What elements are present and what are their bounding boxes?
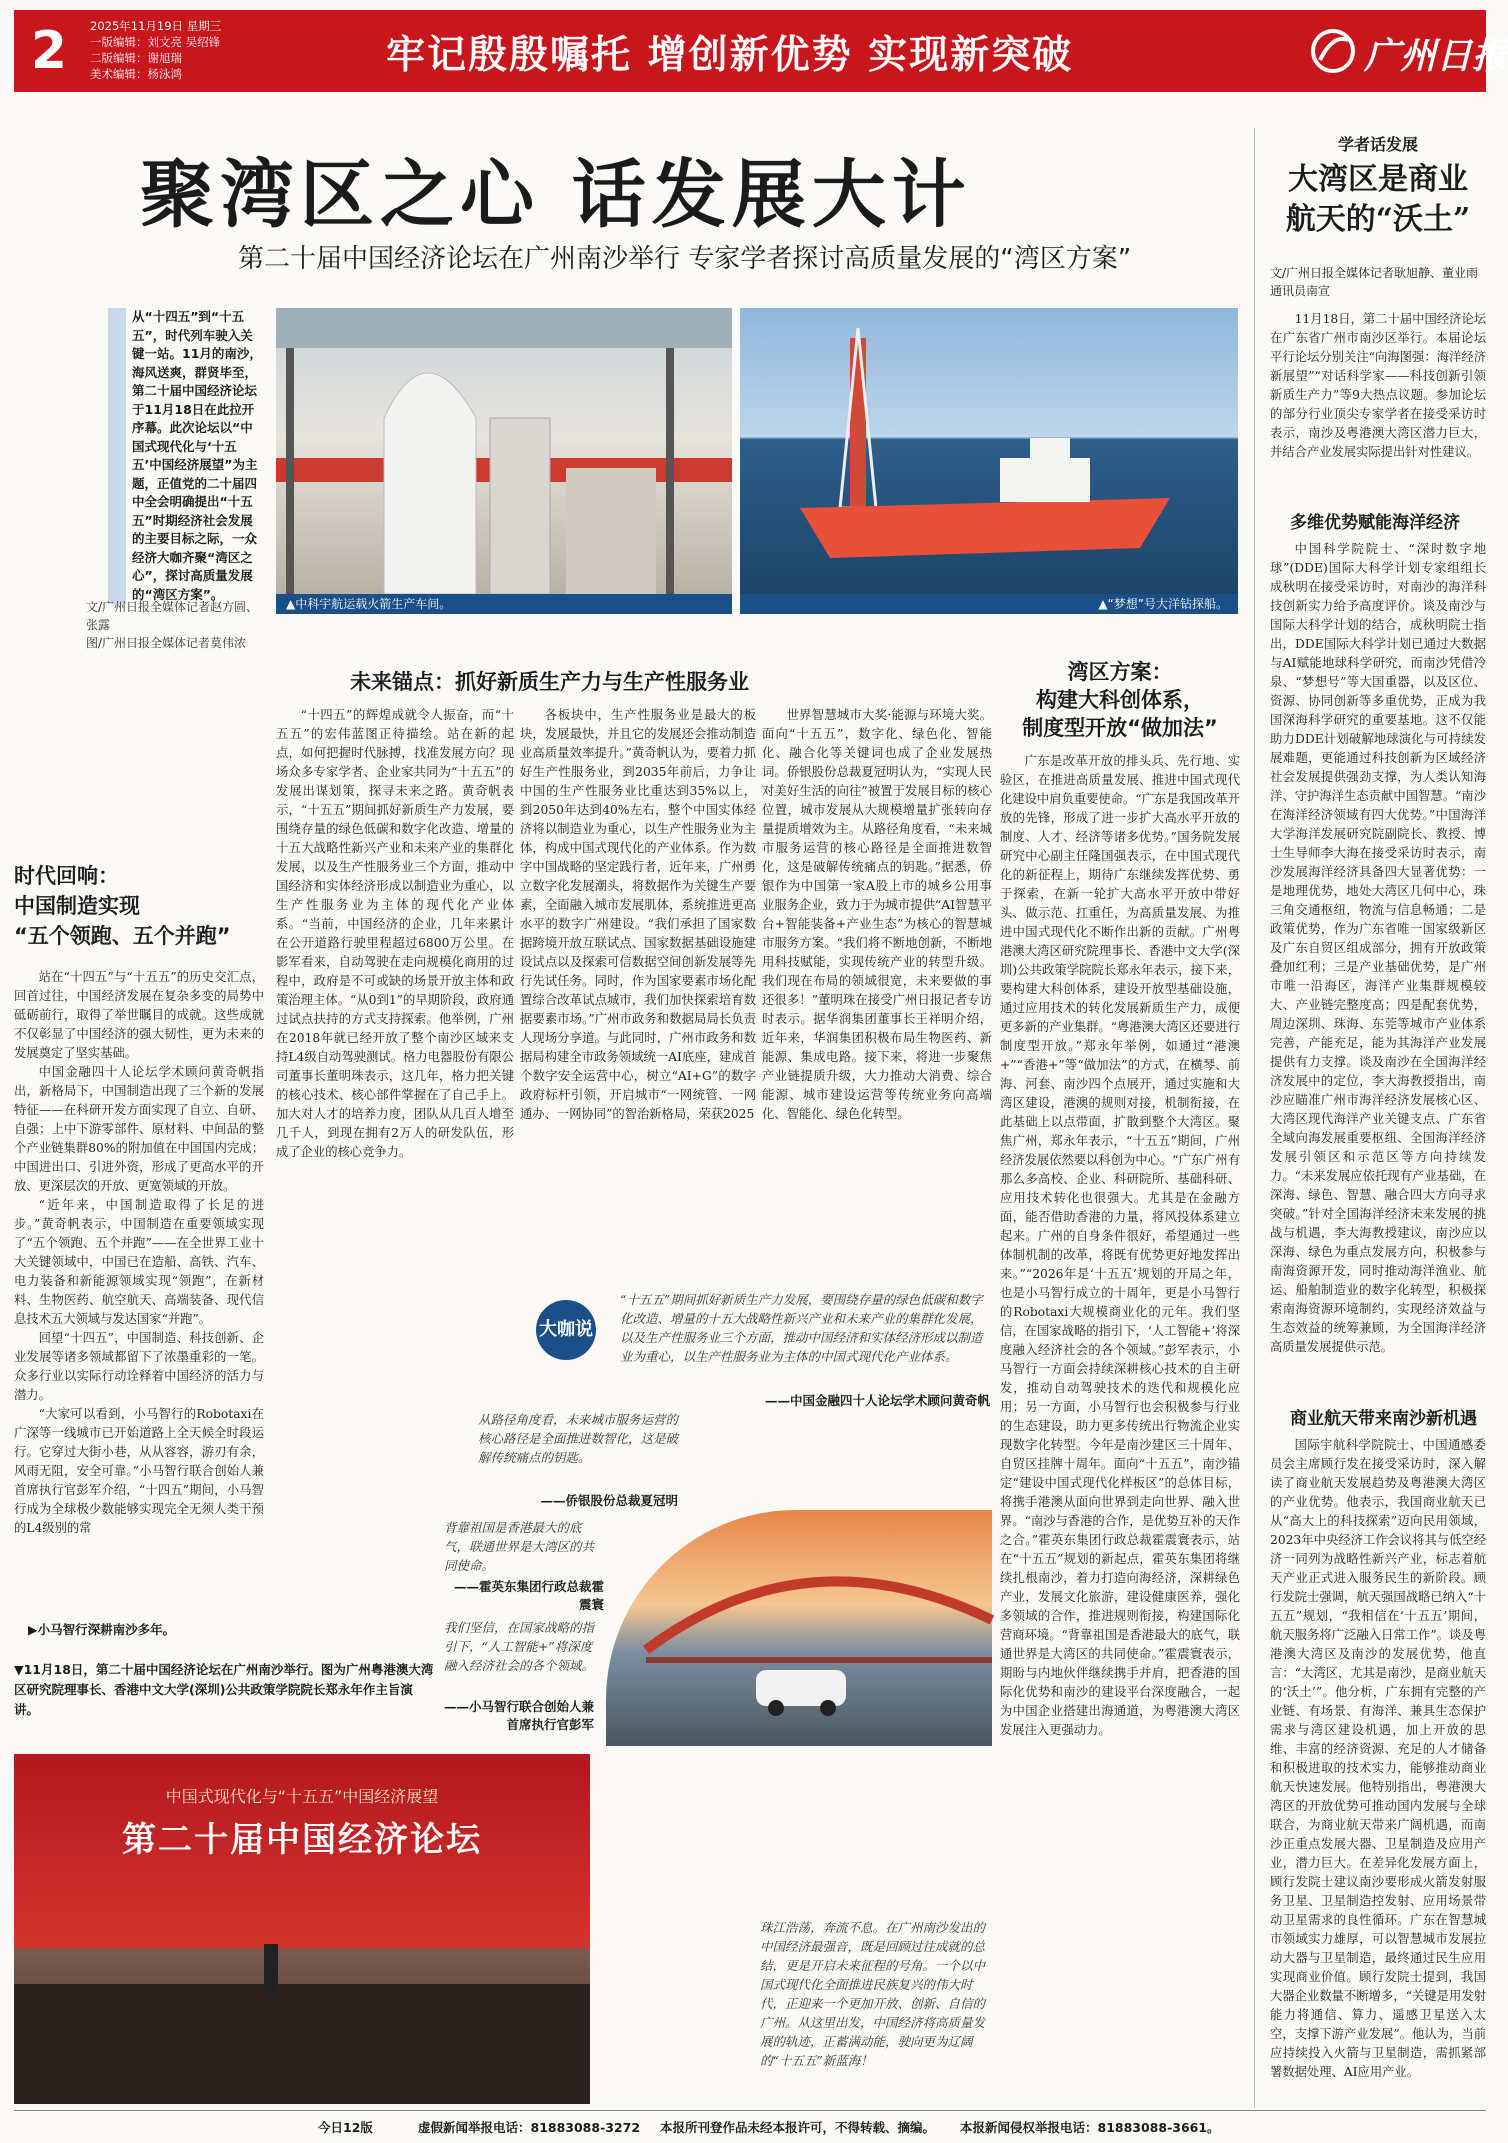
section-left-body	[14, 968, 264, 1535]
header-slogan: 牢记殷殷嘱托 增创新优势 实现新突破	[386, 33, 1074, 78]
footer-hotline: 本报新闻侵权举报电话：81883088-3661。	[960, 2120, 1220, 2135]
editor-line: 美术编辑：杨泳鸿	[90, 67, 182, 81]
section-title: 构建大科创体系，	[1036, 688, 1204, 712]
sidebar-subheading: 多维优势赋能海洋经济	[1290, 513, 1460, 533]
logo-emblem-icon	[1308, 26, 1358, 76]
paragraph: “大家可以看到，小马智行的Robotaxi在广深等一线城市已开始道路上全天候全时段运行。它穿过大街小巷，从从容容，游刃有余，风雨无阻，安全可靠。”小马智行联合创始人兼首席执行官彭军介绍，“十四五”期间，小马智行成为全球极少数能够实现完全无须人类干预的L4级别的常	[14, 1407, 264, 1535]
sidebar-body-2	[1270, 1436, 1486, 2104]
footer-copyright: 本报所刊登作品未经本报许可，不得转载、摘编。	[660, 2120, 936, 2135]
section-title: 中国制造实现	[14, 894, 140, 918]
quote-block: 从路径角度看，未来城市服务运营的核心路径是全面推进数智化，这是破解传统痛点的钥匙。	[478, 1412, 679, 1465]
quote-attribution: ——侨银股份总裁夏冠明	[540, 1493, 678, 1508]
footer-page-count: 今日12版	[318, 2120, 373, 2135]
paragraph: 站在“十四五”与“十五五”的历史交汇点，回首过往，中国经济发展在复杂多变的局势中砥砺前行，取得了举世瞩目的成就。这些成就不仅彰显了中国经济的强大韧性，更为未来的发展奠定了坚实基础。	[14, 970, 264, 1060]
forum-banner-subtitle: 中国式现代化与“十五五”中国经济展望	[165, 1787, 439, 1806]
sub-headline: 第二十届中国经济论坛在广州南沙举行 专家学者探讨高质量发展的“湾区方案”	[238, 244, 1132, 274]
byline-photo: 图/广州日报全媒体记者莫伟浓	[86, 636, 247, 650]
sidebar-kicker: 学者话发展	[1337, 135, 1418, 154]
footer-hotline: 虚假新闻举报电话：81883088-3272	[418, 2120, 641, 2135]
section-mid-column-2	[520, 706, 756, 1298]
editor-line: 二版编辑：谢旭瑞	[90, 51, 182, 65]
section-mid-title: 未来锚点：抓好新质生产力与生产性服务业	[350, 670, 749, 694]
quote-attribution: ——小马智行联合创始人兼首席执行官彭军	[444, 1699, 595, 1732]
sidebar-title-line: 航天的“沃土”	[1285, 202, 1471, 237]
photo-caption: ▶小马智行深耕南沙多年。	[28, 1622, 176, 1637]
quote-attribution: ——中国金融四十人论坛学术顾问黄奇帆	[764, 1393, 990, 1408]
quote-block: 我们坚信，在国家战略的指引下，“人工智能+”将深度融入经济社会的各个领域。	[444, 1620, 595, 1673]
byline-text: 文/广州日报全媒体记者赵方圆、张露	[86, 600, 259, 632]
section-title: 制度型开放“做加法”	[1022, 716, 1218, 740]
rocket-workshop-illustration	[276, 308, 732, 594]
paragraph: 回望“十四五”，中国制造、科技创新、企业发展等诸多领域都留下了浓墨重彩的一笔。众多行业以实际行动诠释着中国经济的活力与潜力。	[14, 1331, 264, 1402]
quote-block: 背靠祖国是香港最大的底气，联通世界是大湾区的共同使命。	[444, 1520, 595, 1573]
section-kicker: 湾区方案：	[1067, 660, 1173, 684]
paragraph: “近年来，中国制造取得了长足的进步。”黄奇帆表示，中国制造在重要领域实现了“五个领跑、五个并跑”——在全世界工业十大关键领域中，中国已在造船、高铁、汽车、电力装备和新能源领域实现“领跑”，在新材料、生物医药、航空航天、高端装备、现代信息技术五大领域与发达国家“并跑”。	[14, 1198, 264, 1326]
sidebar-title-line: 大湾区是商业	[1288, 162, 1468, 197]
paragraph: 各板块中，生产性服务业是最大的板块，发展最快，并且它的发展还会推动制造业高质量效率提升。”黄奇帆认为，要着力抓好生产性服务业，到2035年前后，力争让中国的生产性服务业比重达到35%以上，到2050年达到40%左右，整个中国实体经济将以制造业为重心，以生产性服务业为主体，构成中国式现代化的产业体系。作为数字中国战略的坚定践行者，近年来，广州勇立数字化发展潮头，将数据作为关键生产要素，全面融入城市发展肌体，系统推进更高水平的数字广州建设。“我们承担了国家数据跨境开放互联试点、国家数据基础设施建设试点以及探索可信数据空间创新发展等先行先试任务。同时，作为国家要素市场化配置综合改革试点城市，我们加快探索培育数据要素市场。”广州市政务和数据局局长负责人现场分享道。与此同时，广州市政务和数据局构建全市政务领域统一AI底座，建成首个数字安全运营中心，树立“AI+G”的数字政府标杆引领，开启城市“一网统管、一网通办、一网协同”的智治新格局，荣获2025	[520, 708, 756, 1121]
footer-rule	[14, 2110, 1486, 2111]
paragraph: 世界智慧城市大奖·能源与环境大奖。面向“十五五”，数字化、绿色化、智能化、融合化等关键词也成了企业发展热词。侨银股份总裁夏冠明认为，“实现人民对美好生活的向往”被置于发展目标的核心位置，城市发展从大规模增量扩张转向存量提质增效为主。从路径角度看，“未来城市服务运营的核心路径是全面推进数智化，这是破解传统痛点的钥匙。”据悉，侨银作为中国第一家A股上市的城乡公用事业服务企业，致力于为城市提供“AI智慧平台+智能装备+产业生态”为核心的智慧城市服务方案。“我们将不断地创新，不断地用科技赋能，实现传统产业的转型升级。我们现在布局的领域很宽，未来要做的事还很多！”董明珠在接受广州日报记者专访时表示。据华润集团董事长王祥明介绍，近年来，华润集团积极布局生物医药、新能源、集成电路。接下来，将进一步聚焦产业链提质升级，大力推动大消费、综合能源、城市建设运营等传统业务向高端化、智能化、绿色化转型。	[762, 708, 992, 1121]
main-headline: 聚湾区之心 话发展大计	[140, 152, 972, 238]
quote-attribution: ——霍英东集团行政总裁霍震寰	[453, 1579, 604, 1612]
paragraph: 中国金融四十人论坛学术顾问黄奇帆指出，新格局下，中国制造出现了三个新的发展特征——在科研开发方面实现了自立、自研、自强；上中下游零部件、原材料、中间品的整个产业链集群80%的附加值在中国国内完成；中国进出口、引进外资，形成了更高水平的开放、更深层次的开放、更宽领域的开放。	[14, 1065, 264, 1193]
forum-stage-photo	[14, 1754, 590, 2104]
rocket-workshop-photo	[276, 308, 732, 594]
sidebar-intro	[1270, 310, 1486, 496]
quote-block: “十五五”期间抓好新质生产力发展，要围绕存量的绿色低碳和数字化改造、增量的十五大战略性新兴产业和未来产业的集群化发展，以及生产性服务业三个方面，推动中国经济和实体经济形成以制造业为重心，以生产性服务业为主体的中国式现代化产业体系。	[620, 1292, 983, 1364]
photo-caption: ▼11月18日，第二十届中国经济论坛在广州南沙举行。图为广州粤港澳大湾区研究院理事长、香港中文大学(深圳)公共政策学院院长郑永年作主旨演讲。	[14, 1662, 434, 1717]
forum-banner-title: 第二十届中国经济论坛	[122, 1820, 482, 1860]
photo-caption: ▲“梦想”号大洋钻探船。	[740, 594, 1238, 614]
bridge-illustration	[606, 1510, 992, 1746]
paragraph: 广东是改革开放的排头兵、先行地、实验区，在推进高质量发展、推进中国式现代化建设中肩负重要使命。“广东是我国改革开放的先锋，形成了进一步扩大高水平开放的制度、人才、经济等诸多优势。”国务院发展研究中心副主任隆国强表示，在中国式现代化的新征程上，期待广东继续发挥优势、勇于探索，在新一轮扩大高水平开放中带好头、做示范、扛重任，为高质量发展、为推进中国式现代化不断作出新的贡献。广州粤港澳大湾区研究院理事长、香港中文大学(深圳)公共政策学院院长郑永年表示，接下来，要构建大科创体系，建设开放型基础设施，通过应用技术的转化发展新质生产力，成便更多新的产业集群。“粤港澳大湾区还要进行制度型开放。”郑永年举例，如通过“港澳+”“香港+”等“做加法”的方式，在横琴、前海、河套、南沙四个点展开，通过实施和大湾区建设，港澳的规则对接，机制衔接，在此基础上以点带面，扩散到整个大湾区。聚焦广州，郑永年表示，“十五五”期间，广州经济发展依然要以科创为中心。“广东广州有那么多高校、企业、科研院所、基础科研、应用技术转化也很强大。尤其是在金融方面，能否借助香港的力量，将风投体系建立起来。广州的自身条件很好，希望通过一些体制机制的改革，将既有优势更好地发挥出来。”“2026年是‘十五五’规划的开局之年，也是小马智行成立的十周年，更是小马智行的Robotaxi大规模商业化的元年。我们坚信，在国家战略的指引下，‘人工智能+’将深度融入经济社会的各个领域。”彭军表示，小马智行一方面会持续深耕核心技术的自主研发，推动自动驾驶技术的迭代和规模化应用；另一方面，小马智行也会积极参与行业的生态建设，助力更多传统出行物流企业实现数字化转型。今年是南沙建区三十周年、自贸区挂牌十周年。面向“十五五”，南沙锚定“建设中国式现代化样板区”的总体目标，将携手港澳从面向世界到走向世界、融入世界。“南沙与香港的合作，是优势互补的天作之合。”霍英东集团行政总裁霍震寰表示，站在“十五五”规划的新起点，霍英东集团将继续扎根南沙，着力打造向海经济，深耕绿色产业，发展文化旅游，建设健康医养，强化多领域的合作，推进规则衔接，构建国际化营商环境。“背靠祖国是香港最大的底气，联通世界是大湾区的共同使命。”霍震寰表示，期盼与内地伙伴继续携手并肩，把香港的国际化优势和南沙的建设平台深度融合，一起为中国企业搭建出海通道，为粤港澳大湾区发展注入更强动力。	[1000, 754, 1240, 1737]
paragraph: 国际宇航科学院院士、中国通感委员会主席顾行发在接受采访时，深入解读了商业航天发展趋势及粤港澳大湾区的产业优势。他表示，我国商业航天已从“高大上的科技探索”迈向民用领域，2023年中央经济工作会议将其与低空经济一同列为战略性新兴产业，标志着航天产业正式进入服务民生的新阶段。顾行发院士强调，航天强国战略已纳入“十五五”规划，“我相信在‘十五五’期间，航天服务将广泛融入日常工作”。谈及粤港澳大湾区及南沙的发展优势，他直言：“大湾区，尤其是南沙，是商业航天的‘沃土’”。他分析，广东拥有完整的产业链、有场景、有海洋、兼具生态保护需求与湾区建设机遇，加上开放的思维、丰富的经济资源、充足的人才储备和积极进取的技术实力，能够推动商业航天快速发展。他特别指出，粤港澳大湾区的开放优势可推动国内发展与全球联合，为商业航天带来广阔机遇，而南沙正重点发展大器、卫星制造及应用产业，潜力巨大。在差异化发展方面上，顾行发院士建议南沙要形成火箭发射服务卫星、卫星制造控发射、应用场景带动卫星需求的良性循环。广东在智慧城市领域实力雄厚，可以智慧城市发展拉动大器与卫星制造，最终通过民生应用实现商业价值。顾行发院士提到，我国大器企业数量不断增多，“关键是用发射能力将通信、算力、遥感卫星送入太空，支撑下游产业发展”。他认为，当前应持续投入火箭与卫星制造，需抓紧部署数据处理、AI应用产业。	[1270, 1438, 1486, 2079]
newspaper-logo	[1304, 22, 1508, 78]
section-bay-body	[1000, 752, 1240, 1892]
photo-caption: ▲中科宇航运载火箭生产车间。	[276, 594, 732, 614]
paragraph: 中国科学院院士、“深时数字地球”(DDE)国际大科学计划专家组组长成秋明在接受采访时，对南沙的海洋科技创新实力给予高度评价。谈及南沙与国际大科学计划的结合，成秋明院士指出，DDE国际大科学计划已通过大数据与AI赋能地球科学研究，而南沙凭借冷泉、“梦想号”等大国重器，以及区位、资源、协同创新等多重优势，正成为我国深海科学研究的重要基地。这不仅能助力DDE计划破解地球演化与可持续发展难题，更能通过科技创新为区域经济社会发展提供强劲支撑，为人类认知海洋、守护海洋生态贡献中国智慧。“南沙在海洋经济领域有四大优势。”中国海洋大学海洋发展研究院副院长、教授、博士生导师李大海在接受采访时表示，南沙发展海洋经济具备四大显著优势：一是地理优势，地处大湾区几何中心，珠三角交通枢纽，物流与信息畅通；二是政策优势，作为广东省唯一国家级新区及广东自贸区组成部分，拥有开放政策叠加红利；三是产业基础优势，是广州市唯一沿海区，海洋产业集群规模较大、产业链完整度高；四是配套优势，周边深圳、珠海、东莞等城市产业体系完善，产能充足，能为其海洋产业发展提供有力支撑。谈及南沙在全国海洋经济发展中的定位，李大海教授指出，南沙应瞄准广州市海洋经济发展核心区、大湾区现代海洋产业关键支点、广东省全域向海发展重要枢纽、全国海洋经济发展引领区和示范区等方向持续发力。“未来发展应依托现有产业基础，在深海、绿色、智慧、融合四大方向寻求突破。”针对全国海洋经济未来发展的挑战与机遇，李大海教授建议，南沙应以深海、绿色为重点发展方向，积极参与南海资源开发，同时推动海洋渔业、航运、船舶制造业的数字化转型，积极探索南海资源环境制约，实现经济效益与生态效益的统筹兼顾，为全国海洋经济高质量发展提供示范。	[1270, 542, 1486, 1354]
paragraph: “十四五”的辉煌成就令人振奋，而“十五五”的宏伟蓝图正待描绘。站在新的起点，如何把握时代脉搏，找准发展方向？现场众多专家学者、企业家共同为“十五五”的发展出谋划策，探寻未来之路。黄奇帆表示，“十五五”期间抓好新质生产力发展，要围绕存量的绿色低碳和数字化改造、增量的十五大战略性新兴产业和未来产业的集群化发展，以及生产性服务业三个方面，推动中国经济和实体经济形成以制造业为重心，以生产性服务业为主体的现代化产业体系。“当前，中国经济的企业，几年来累计在公开道路行驶里程超过6800万公里。在影军看来，自动驾驶在走向规模化商用的过程中，政府是不可或缺的场景开放主体和政策治理主体。“从0到1”的早期阶段，政府通过试点扶持的方式支持探索。他举例，广州在2018年就已经开放了整个南沙区域来支持L4级自动驾驶测试。格力电器股份有限公司董事长董明珠表示，这几年，格力把关键的核心技术、核心部件掌握在了自己手上。加大对人才的培养力度，团队从几百人增至几千人，到现在拥有2万人的研发队伍，形成了企业的核心竞争力。	[276, 708, 514, 1159]
logo-wordmark: 广州日报	[1364, 35, 1508, 77]
lead-paragraph: 从“十四五”到“十五五”，时代列车驶入关键一站。11月的南沙，海风送爽，群贤毕至，第二十届中国经济论坛于11月18日在此拉开序幕。此次论坛以“中国式现代化与‘十五五’中国经济展望”为主题，正值党的二十届四中全会明确提出“十五五”时期经济社会发展的主要目标之际，一众经济大咖齐聚“湾区之心”，探讨高质量发展的“湾区方案”。	[108, 308, 264, 604]
page-header	[14, 10, 1508, 92]
section-bay-heading	[1000, 658, 1240, 742]
column-divider	[1254, 128, 1255, 2108]
sidebar-title	[1270, 160, 1486, 240]
drilling-ship-illustration	[740, 308, 1238, 594]
drilling-ship-photo	[740, 308, 1238, 594]
sidebar-body-1	[1270, 540, 1486, 1390]
section-left-heading	[14, 860, 264, 950]
sidebar-subheading: 商业航天带来南沙新机遇	[1290, 1409, 1477, 1429]
robotaxi-bridge-photo	[606, 1510, 992, 1746]
sidebar-byline: 文/广州日报全媒体记者耿旭静、董业雨 通讯员南宣	[1270, 266, 1479, 298]
closing-paragraph: 珠江浩荡，奔流不息。在广州南沙发出的中国经济最强音，既是回顾过往成就的总结，更是开启未来征程的号角。一个以中国式现代化全面推进民族复兴的伟大时代，正迎来一个更加开放、创新、自信的广州。从这里出发，中国经济将高质量发展的轨迹，正蓄满动能，驶向更为辽阔的“十五五”新蓝海！	[760, 1920, 986, 2068]
section-mid-column-3	[762, 706, 992, 1162]
page-number: 2	[30, 21, 68, 81]
audience-illustration	[14, 1944, 590, 2104]
section-title: “五个领跑、五个并跑”	[14, 924, 231, 948]
edition-info	[90, 18, 221, 82]
editor-line: 一版编辑：刘文亮 吴绍锋	[90, 35, 221, 49]
quote-badge: 大咖说	[536, 1300, 596, 1360]
section-mid-column-1	[276, 706, 514, 1298]
issue-date: 2025年11月19日 星期三	[90, 19, 222, 33]
section-kicker: 时代回响：	[14, 864, 119, 888]
byline	[86, 598, 266, 652]
paragraph: 11月18日，第二十届中国经济论坛在广东省广州市南沙区举行。本届论坛平行论坛分别关注“向海图强：海洋经济新展望”“对话科学家——科技创新引领新质生产力”等9大热点议题。参加论坛的部分行业顶尖专家学者在接受采访时表示，南沙及粤港澳大湾区潜力巨大，并结合产业发展实际提出针对性建议。	[1270, 312, 1486, 459]
